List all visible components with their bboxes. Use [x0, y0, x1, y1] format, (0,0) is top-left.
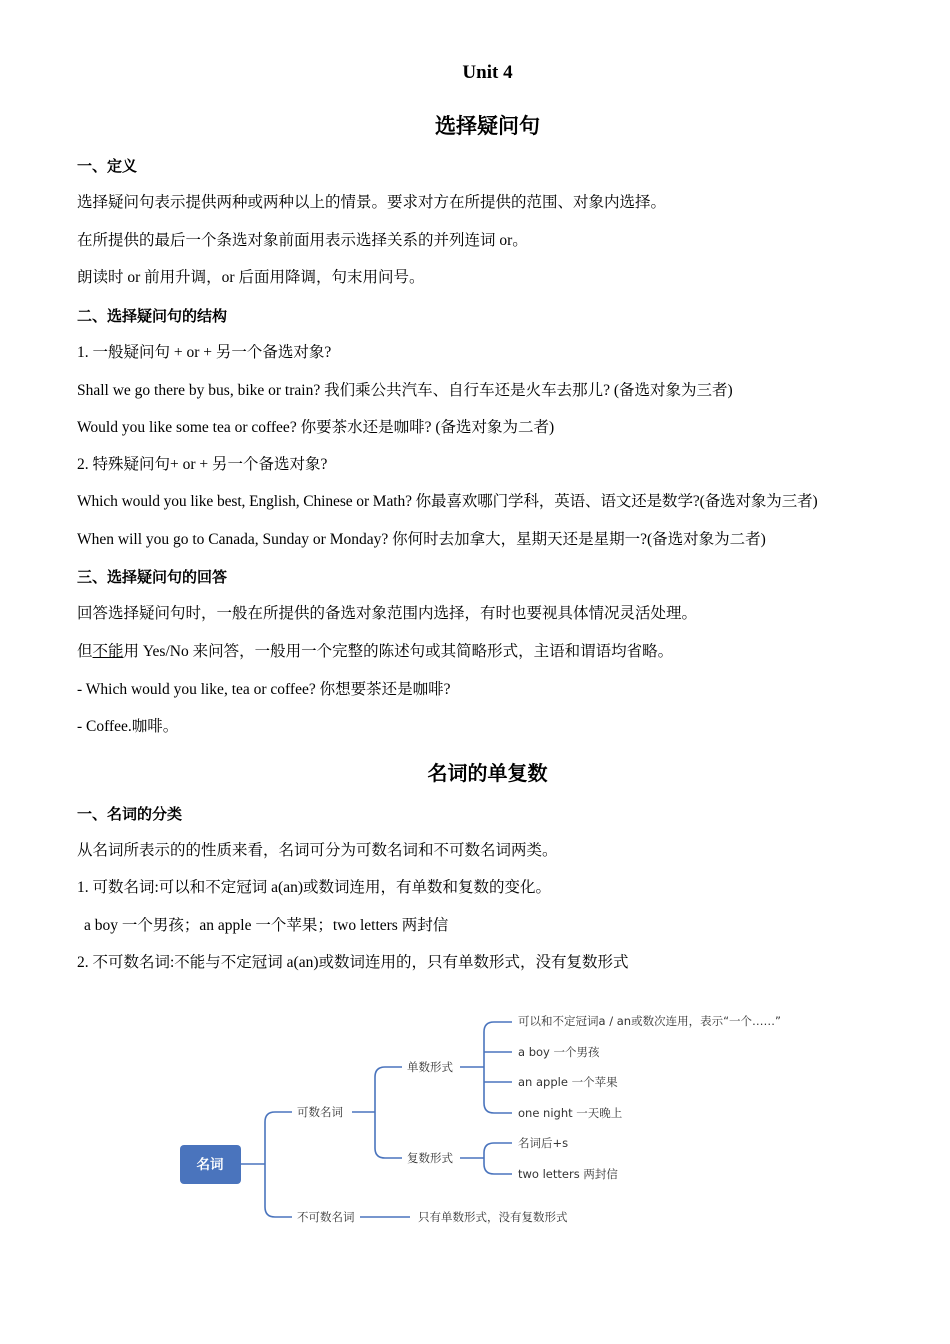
structure-rule-2: 2. 特殊疑问句+ or + 另一个备选对象?	[77, 456, 328, 473]
structure-example-1: Shall we go there by bus, bike or train? 我们乘公共汽车、自行车还是火车去那儿? (备选对象为三者)	[77, 382, 733, 399]
countable-noun-item: 1. 可数名词:可以和不定冠词 a(an)或数词连用，有单数和复数的变化。	[77, 879, 552, 896]
mindmap-plural: 复数形式	[407, 1151, 453, 1165]
noun-paragraph-1: 从名词所表示的的性质来看，名词可分为可数名词和不可数名词两类。	[77, 842, 558, 859]
structure-example-3: Which would you like best, English, Chinese or Math? 你最喜欢哪门学科，英语、语文还是数学?(备选对象为三者)	[77, 493, 818, 510]
mindmap-countable: 可数名词	[297, 1105, 343, 1119]
noun-mindmap	[170, 1000, 810, 1235]
definition-paragraph-3: 朗读时 or 前用升调，or 后面用降调，句末用问号。	[77, 269, 425, 286]
mindmap-plural-item: two letters 两封信	[518, 1167, 618, 1181]
mindmap-uncountable-item: 只有单数形式，没有复数形式	[418, 1210, 568, 1224]
definition-paragraph-2: 在所提供的最后一个条选对象前面用表示选择关系的并列连词 or。	[77, 232, 528, 249]
mindmap-singular: 单数形式	[407, 1060, 453, 1074]
mindmap-uncountable: 不可数名词	[297, 1210, 355, 1224]
heading-noun-classification: 一、名词的分类	[77, 805, 183, 823]
section-title-noun-number: 名词的单复数	[427, 761, 548, 785]
uncountable-noun-item: 2. 不可数名词:不能与不定冠词 a(an)或数词连用的，只有单数形式，没有复数形式	[77, 954, 629, 971]
mindmap-singular-item: an apple 一个苹果	[518, 1075, 618, 1089]
definition-paragraph-1: 选择疑问句表示提供两种或两种以上的情景。要求对方在所提供的范围、对象内选择。	[77, 194, 667, 211]
mindmap-plural-item: 名词后+s	[518, 1136, 569, 1150]
structure-rule-1: 1. 一般疑问句 + or + 另一个备选对象?	[77, 344, 332, 361]
countable-noun-examples: a boy 一个男孩；an apple 一个苹果；two letters 两封信	[84, 917, 449, 934]
answer-paragraph-2-pre: 但	[77, 643, 93, 660]
structure-example-4: When will you go to Canada, Sunday or Monday? 你何时去加拿大，星期天还是星期一?(备选对象为二者)	[77, 531, 766, 548]
mindmap-root-label: 名词	[196, 1157, 224, 1173]
section-title-choice-questions: 选择疑问句	[435, 114, 540, 138]
answer-paragraph-2-post: 用 Yes/No 来问答，一般用一个完整的陈述句或其简略形式，主语和谓语均省略。	[123, 643, 674, 660]
mindmap-singular-item: a boy 一个男孩	[518, 1045, 600, 1059]
mindmap-singular-item: 可以和不定冠词a / an或数次连用，表示“一个……”	[518, 1014, 781, 1028]
answer-paragraph-1: 回答选择疑问句时，一般在所提供的备选对象范围内选择，有时也要视具体情况灵活处理。	[77, 605, 698, 622]
answer-paragraph-2	[77, 642, 673, 662]
mindmap-connectors	[241, 1022, 512, 1217]
heading-definition: 一、定义	[77, 157, 138, 175]
structure-example-2: Would you like some tea or coffee? 你要茶水还是咖啡? (备选对象为二者)	[77, 419, 555, 436]
dialogue-question: - Which would you like, tea or coffee? 你想要茶还是咖啡?	[77, 681, 451, 698]
answer-paragraph-2-underlined: 不能	[92, 643, 124, 660]
heading-answers: 三、选择疑问句的回答	[77, 568, 228, 586]
unit-title: Unit 4	[462, 62, 513, 83]
mindmap-singular-item: one night 一天晚上	[518, 1106, 623, 1120]
dialogue-answer: - Coffee.咖啡。	[77, 718, 179, 735]
heading-structure: 二、选择疑问句的结构	[77, 307, 228, 325]
